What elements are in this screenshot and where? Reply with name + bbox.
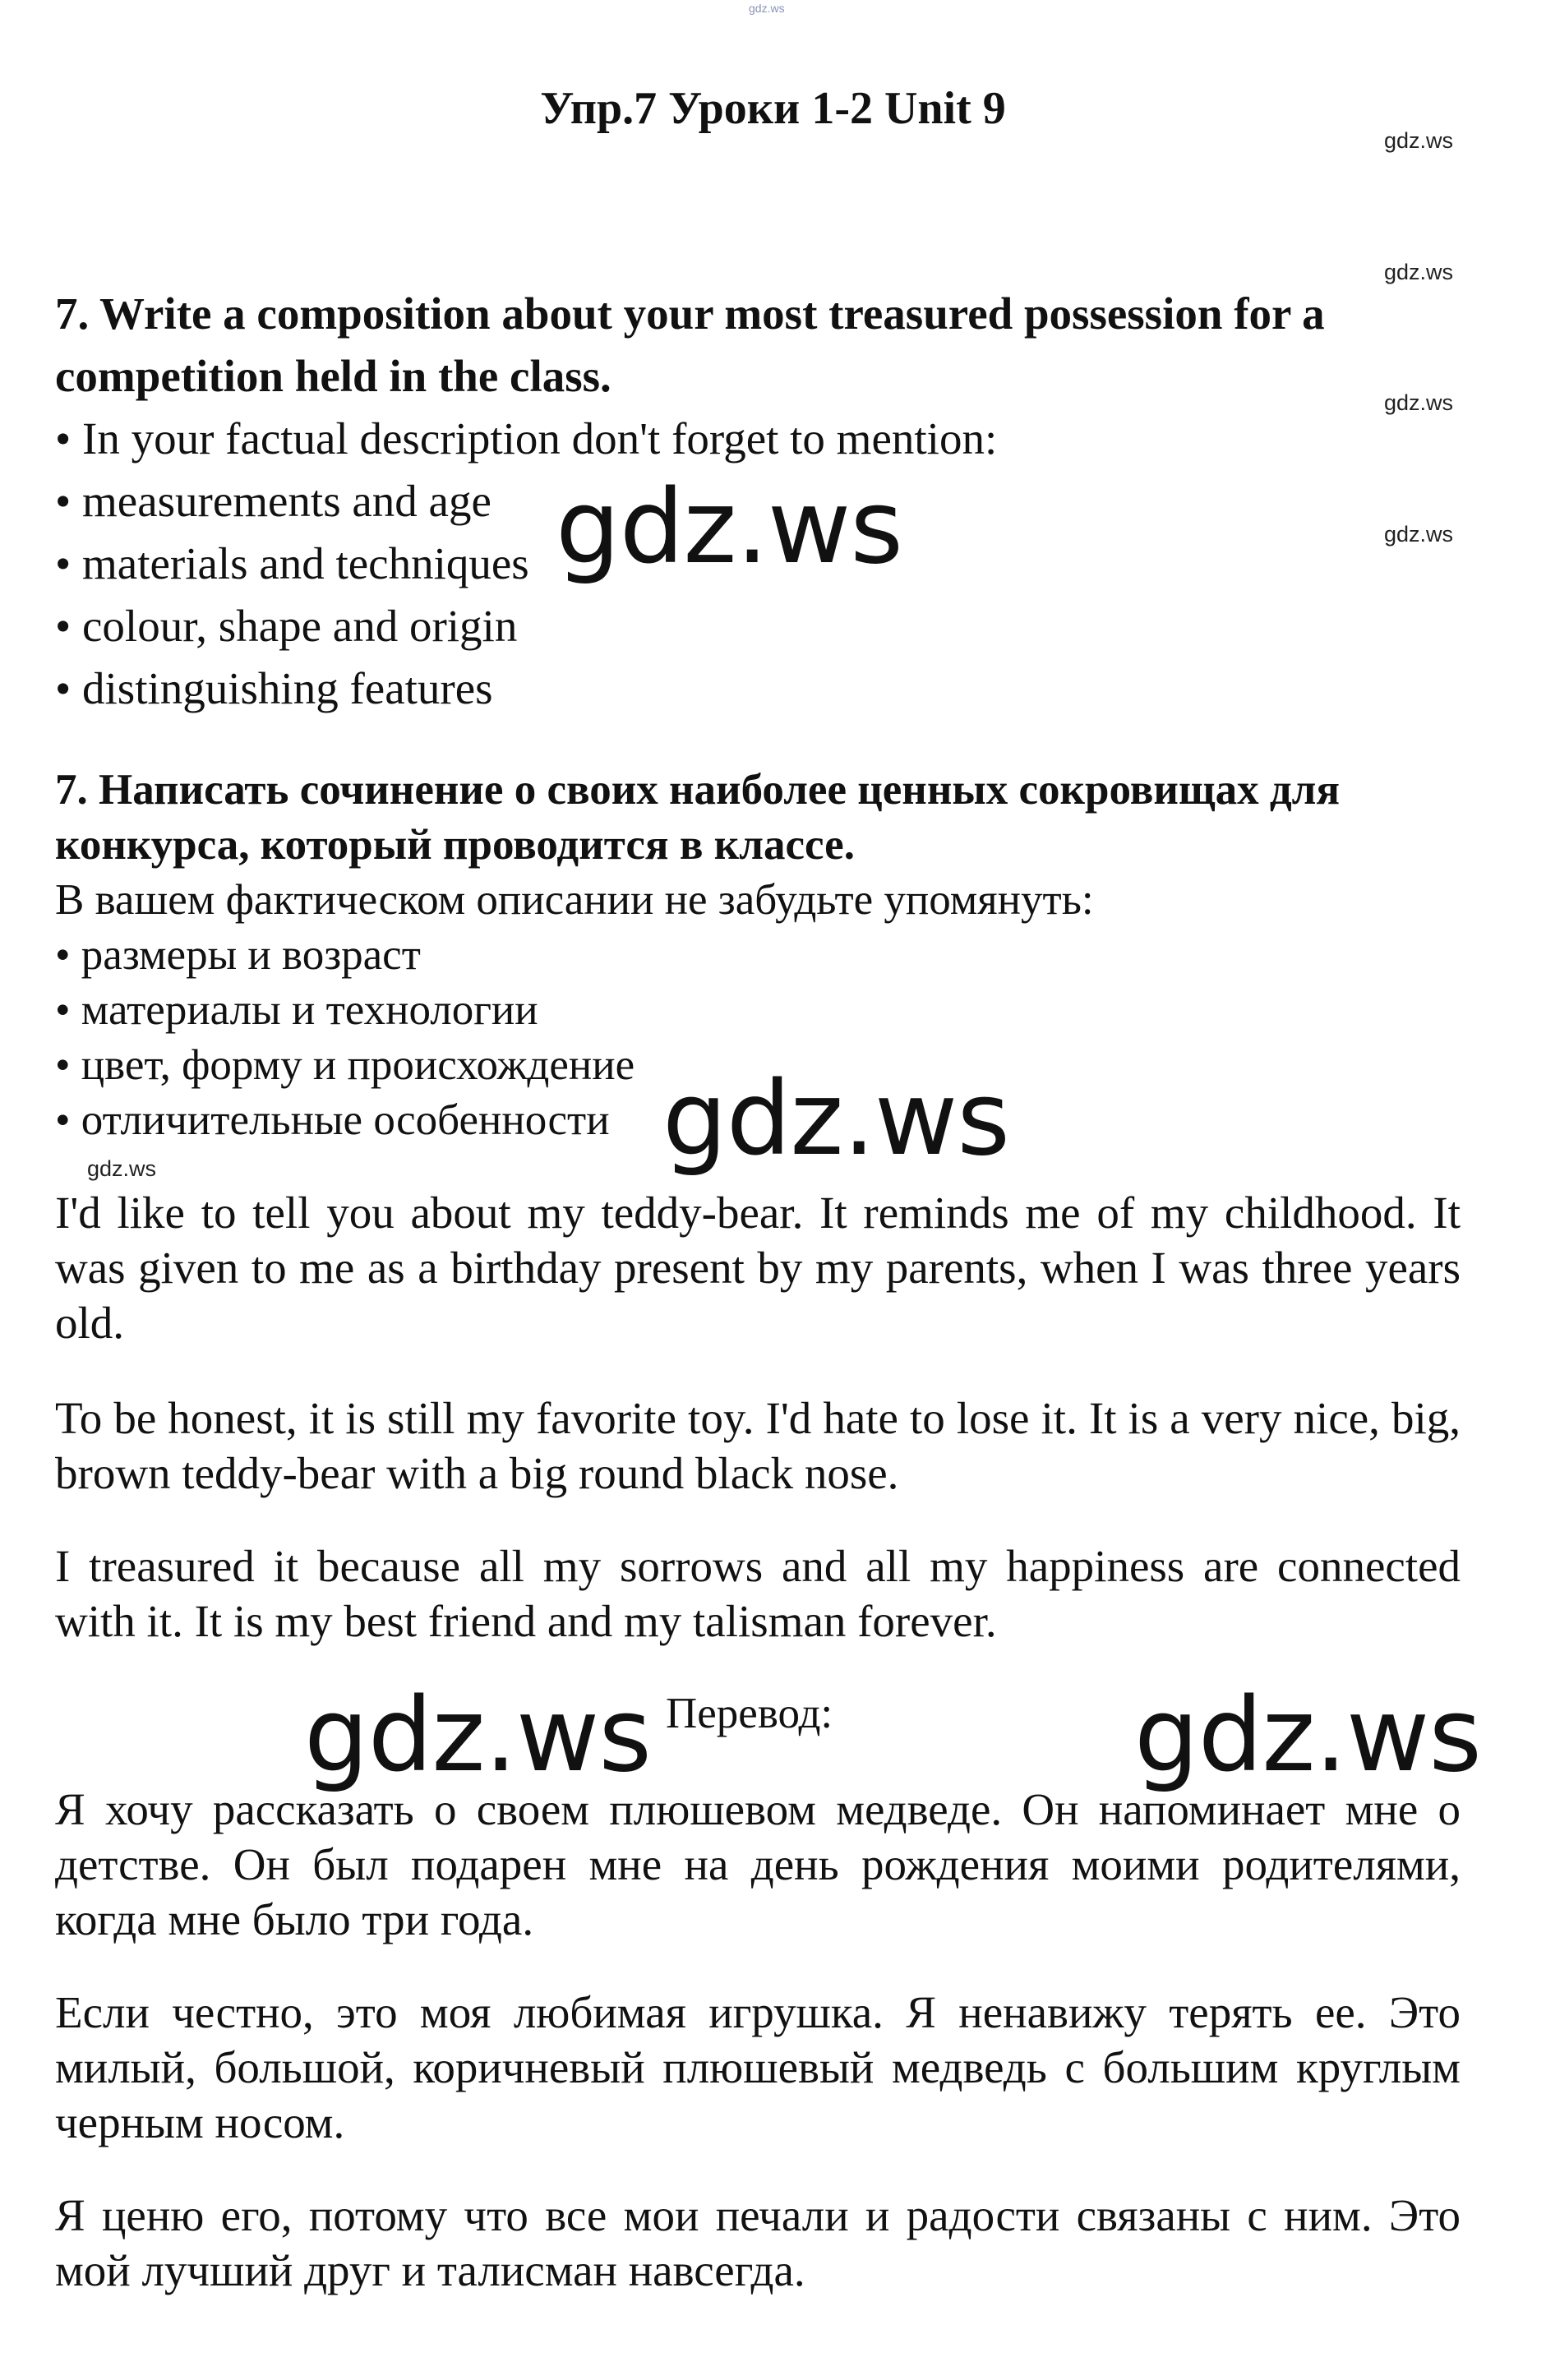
watermark-large: gdz.ws bbox=[556, 468, 902, 587]
task-heading-line: 7. Написать сочинение о своих наиболее ценных сокровищах для bbox=[55, 766, 1341, 814]
watermark-large: gdz.ws bbox=[662, 1060, 1009, 1178]
task-bullet: • In your factual description don't forget to mention: bbox=[55, 413, 998, 464]
task-intro: В вашем фактическом описании не забудьте упомянуть: bbox=[55, 876, 1094, 924]
watermark-large: gdz.ws bbox=[1134, 1677, 1481, 1795]
task-bullet: • materials and techniques bbox=[55, 538, 529, 588]
translation-label: Перевод: bbox=[666, 1690, 833, 1737]
watermark-large: gdz.ws bbox=[304, 1677, 651, 1795]
watermark-small: gdz.ws bbox=[1384, 390, 1454, 415]
answer-paragraph: I treasured it because all my sorrows and all my happiness are connected with it. It is my best friend and my talisman forever. bbox=[55, 1541, 1461, 1646]
watermark-small: gdz.ws bbox=[1384, 128, 1454, 153]
watermark-small: gdz.ws bbox=[1384, 522, 1454, 547]
task-bullet: • материалы и технологии bbox=[55, 986, 538, 1034]
task-bullet: • measurements and age bbox=[55, 476, 491, 526]
watermark-small: gdz.ws bbox=[87, 1156, 157, 1181]
task-bullet: • distinguishing features bbox=[55, 663, 493, 713]
watermark-top: gdz.ws bbox=[749, 2, 785, 15]
answer-paragraph: To be honest, it is still my favorite toy. I'd hate to lose it. It is a very nice, big, brown teddy-bear with a big round black nose. bbox=[55, 1393, 1461, 1498]
task-bullet: • цвет, форму и происхождение bbox=[55, 1041, 635, 1089]
task-heading-line: конкурса, который проводится в классе. bbox=[55, 821, 855, 869]
answer-paragraph: I'd like to tell you about my teddy-bear. It reminds me of my childhood. It was given to me as a birthday present by my parents, when I was three years old. bbox=[55, 1188, 1461, 1348]
task-bullet: • отличительные особенности bbox=[55, 1096, 610, 1144]
watermark-small: gdz.ws bbox=[1384, 260, 1454, 284]
task-bullet: • размеры и возраст bbox=[55, 931, 421, 979]
translation-paragraph: Я хочу рассказать о своем плюшевом медведе. Он напоминает мне о детстве. Он был подарен мне на день рождения моими родителями, когда мне было три года. bbox=[55, 1784, 1461, 1944]
translation-paragraph: Если честно, это моя любимая игрушка. Я ненавижу терять ее. Это милый, большой, коричневый плюшевый медведь с большим круглым черным носом. bbox=[55, 1987, 1461, 2147]
translation-paragraph: Я ценю его, потому что все мои печали и радости связаны с ним. Это мой лучший друг и талисман навсегда. bbox=[55, 2190, 1461, 2295]
task-heading-line: competition held in the class. bbox=[55, 351, 611, 401]
task-heading-line: 7. Write a composition about your most treasured possession for a bbox=[55, 288, 1325, 339]
task-bullet: • colour, shape and origin bbox=[55, 601, 518, 651]
page-title: Упр.7 Уроки 1-2 Unit 9 bbox=[540, 83, 1006, 134]
